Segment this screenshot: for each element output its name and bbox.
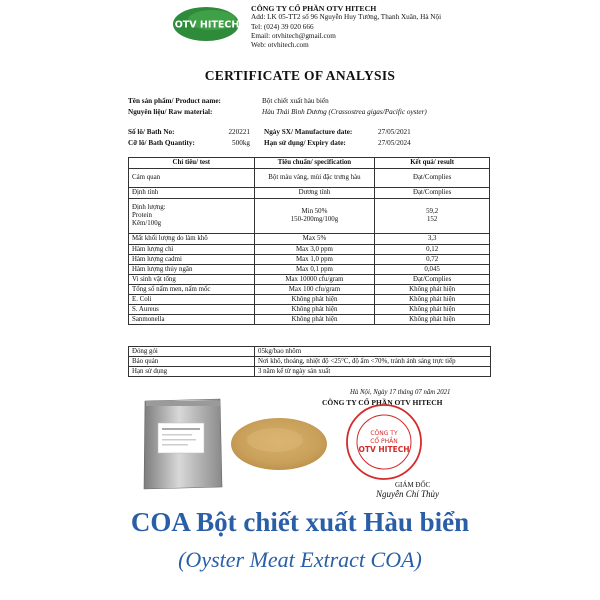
batch-qty-label: Cỡ lô/ Bath Quantity: <box>128 139 195 147</box>
director-title: GIÁM ĐỐC <box>395 481 431 489</box>
spec-cell: Max 1,0 ppm <box>254 255 375 265</box>
header-test: Chỉ tiêu/ test <box>129 158 255 169</box>
test-cell: S. Aureus <box>129 305 255 315</box>
expiry-date-label: Hạn sử dụng/ Expiry date: <box>264 139 346 147</box>
table-row <box>129 265 490 275</box>
product-labels <box>128 96 221 118</box>
company-email: Email: otvhitech@gmail.com <box>251 31 336 40</box>
result-cell: 0,72 <box>375 255 490 265</box>
quant-result-protein: 59,2 <box>426 208 439 215</box>
director-name: Nguyễn Chí Thủy <box>376 489 439 499</box>
spec-cell: Bột màu vàng, mùi đặc trưng hàu <box>254 169 375 188</box>
caption-subtitle: (Oyster Meat Extract COA) <box>178 547 422 572</box>
test-cell: Hàm lượng cadmi <box>129 255 255 265</box>
test-cell: Mất khối lượng do làm khô <box>129 234 255 245</box>
result-cell: Không phát hiện <box>375 285 490 295</box>
powder-sample-image <box>229 410 329 472</box>
quant-protein: Protein <box>132 212 152 219</box>
document-title: CERTIFICATE OF ANALYSIS <box>204 68 396 83</box>
table-row <box>129 347 491 357</box>
product-name-label: Tên sản phẩm/ Product name: <box>128 97 221 105</box>
storage-value: Nơi khô, thoáng, nhiệt độ <25°C, độ ẩm <70%, tránh ánh sáng trực tiếp <box>255 357 491 367</box>
storage-label: Bảo quản <box>129 357 255 367</box>
raw-material-value: Hàu Thái Bình Dương (Crassostrea gigas/Pacific oyster) <box>262 108 427 116</box>
result-cell: Không phát hiện <box>375 305 490 315</box>
test-cell: Hàm lượng chì <box>129 245 255 255</box>
table-row <box>129 305 490 315</box>
batch-values <box>216 127 250 149</box>
result-cell: Đạt/Complies <box>375 188 490 199</box>
spec-cell-quantitative <box>254 199 375 234</box>
spec-cell: Max 3,0 ppm <box>254 245 375 255</box>
company-name: CÔNG TY CỔ PHẦN OTV HITECH <box>251 4 377 13</box>
test-cell-quantitative <box>129 199 255 234</box>
table-row <box>129 295 490 305</box>
quant-result-zinc: 152 <box>426 216 438 223</box>
quant-spec-zinc: 150-200mg/100g <box>290 216 339 223</box>
header-result: Kết quả/ result <box>375 158 490 169</box>
table-row <box>129 275 490 285</box>
table-row <box>129 285 490 295</box>
result-cell: Đạt/Complies <box>375 275 490 285</box>
test-results-table <box>128 157 490 325</box>
table-row <box>129 367 491 377</box>
spec-cell: Max 5% <box>254 234 375 245</box>
company-info <box>251 4 441 50</box>
company-seal-stamp <box>345 403 423 481</box>
raw-material-label: Nguyên liệu/ Raw material: <box>128 108 213 116</box>
test-cell: E. Coli <box>129 295 255 305</box>
stamp-line-2: CỔ PHẦN <box>370 438 398 445</box>
spec-cell: Dương tính <box>254 188 375 199</box>
header-specification: Tiêu chuẩn/ specification <box>254 158 375 169</box>
date-values <box>378 127 411 149</box>
test-cell: Hàm lượng thủy ngân <box>129 265 255 275</box>
signature-company: CÔNG TY CỔ PHẦN OTV HITECH <box>322 398 443 407</box>
product-bag-image <box>141 397 224 492</box>
result-cell-quantitative <box>375 199 490 234</box>
table-row <box>129 315 490 325</box>
table-row-quantitative <box>129 199 490 234</box>
quant-zinc: Kẽm/100g <box>132 220 162 227</box>
spec-cell: Không phát hiện <box>254 305 375 315</box>
expiry-date-value: 27/05/2024 <box>378 139 411 147</box>
spec-cell: Không phát hiện <box>254 315 375 325</box>
company-tel: Tel: (024) 39 020 666 <box>251 22 314 31</box>
stamp-line-1: CÔNG TY <box>370 430 398 437</box>
table-row <box>129 357 491 367</box>
batch-no-value: 220221 <box>228 128 250 136</box>
result-cell: Không phát hiện <box>375 295 490 305</box>
shelf-life-label: Hạn sử dụng <box>129 367 255 377</box>
spec-cell: Max 0,1 ppm <box>254 265 375 275</box>
table-row <box>129 188 490 199</box>
table-row <box>129 245 490 255</box>
manufacture-date-value: 27/05/2021 <box>378 128 411 136</box>
result-cell: Đạt/Complies <box>375 169 490 188</box>
quant-label: Định lượng: <box>132 204 166 211</box>
result-cell: Không phát hiện <box>375 315 490 325</box>
batch-qty-value: 500kg <box>232 139 250 147</box>
date-labels <box>264 127 352 149</box>
test-cell: Cảm quan <box>129 169 255 188</box>
result-cell: 3,3 <box>375 234 490 245</box>
product-values <box>262 96 427 118</box>
spec-cell: Max 10000 cfu/gram <box>254 275 375 285</box>
company-address: Add: LK 05-TT2 số 96 Nguyễn Huy Tưởng, Thanh Xuân, Hà Nội <box>251 13 442 22</box>
storage-info-table <box>128 346 491 377</box>
company-logo <box>172 4 242 44</box>
table-header-row <box>129 158 490 169</box>
result-cell: 0,12 <box>375 245 490 255</box>
batch-labels <box>128 127 195 149</box>
table-row <box>129 255 490 265</box>
quant-spec-protein: Min 50% <box>301 208 328 215</box>
test-cell: Định tính <box>129 188 255 199</box>
table-row <box>129 169 490 188</box>
caption-title: COA Bột chiết xuất Hàu biển <box>130 507 470 537</box>
logo-text: OTV HITECH <box>174 19 240 31</box>
test-cell: Tổng số nấm men, nấm mốc <box>129 285 255 295</box>
stamp-line-3: OTV HITECH <box>358 445 410 454</box>
company-web: Web: otvhitech.com <box>251 41 309 50</box>
spec-cell: Max 100 cfu/gram <box>254 285 375 295</box>
test-cell: Sanmonella <box>129 315 255 325</box>
place-date: Hà Nội, Ngày 17 tháng 07 năm 2021 <box>350 389 451 396</box>
product-name-value: Bột chiết xuất hàu biển <box>262 97 329 105</box>
table-row <box>129 234 490 245</box>
packing-label: Đóng gói <box>129 347 255 357</box>
test-cell: Vi sinh vật tổng <box>129 275 255 285</box>
shelf-life-value: 3 năm kể từ ngày sản xuất <box>255 367 491 377</box>
batch-no-label: Số lô/ Bath No: <box>128 128 175 136</box>
result-cell: 0,045 <box>375 265 490 275</box>
manufacture-date-label: Ngày SX/ Manufacture date: <box>264 128 353 136</box>
spec-cell: Không phát hiện <box>254 295 375 305</box>
packing-value: 05kg/bao nhôm <box>255 347 491 357</box>
